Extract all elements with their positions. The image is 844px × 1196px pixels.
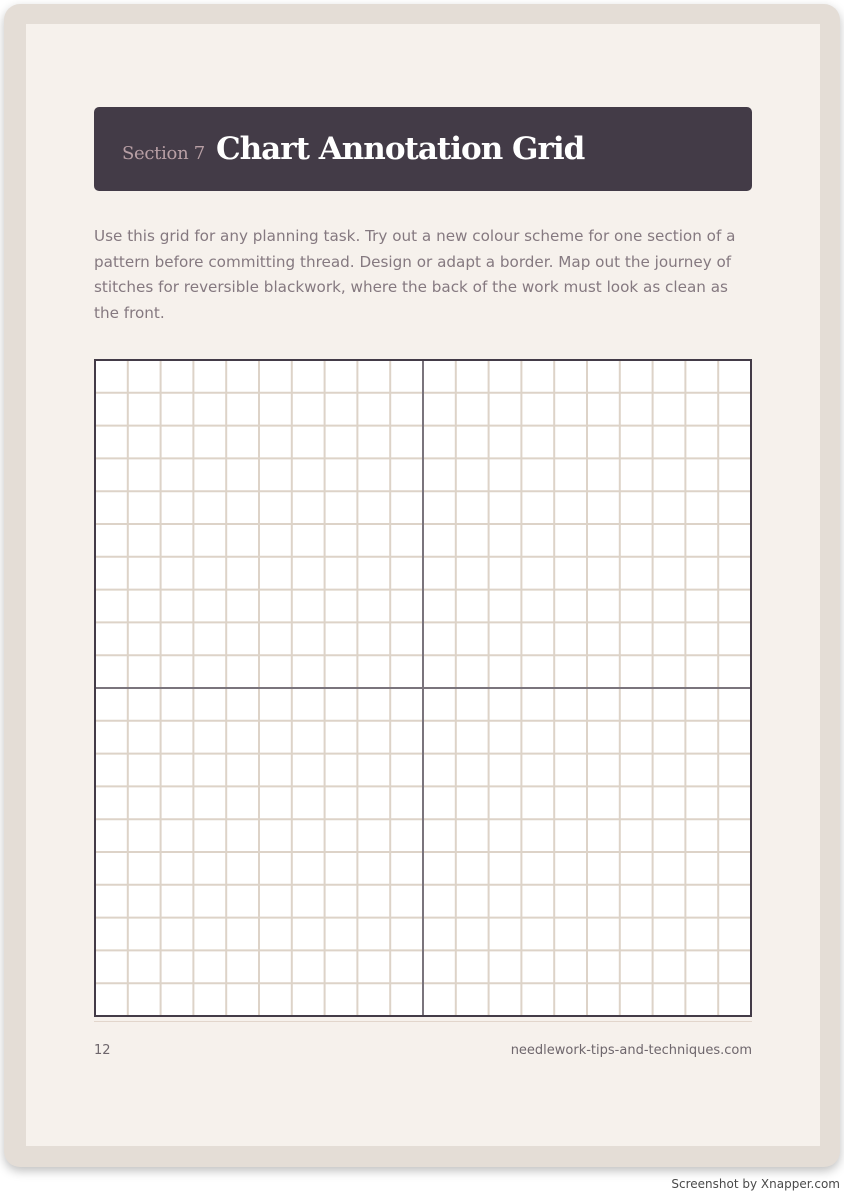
screenshot-watermark: Screenshot by Xnapper.com <box>671 1177 840 1191</box>
intro-paragraph: Use this grid for any planning task. Try out a new colour scheme for one section of a pattern before committing thread. Design or adapt a border. Map out the journey of stitches for reversible blackwork, where the back of the work must look as clean as the front. <box>94 227 736 323</box>
footer-site-url: needlework-tips-and-techniques.com <box>510 1043 752 1058</box>
page-title: Chart Annotation Grid <box>215 131 585 167</box>
annotation-grid <box>94 359 752 1017</box>
section-header <box>94 107 752 191</box>
section-label: Section 7 <box>122 142 205 164</box>
footer-divider <box>94 1021 752 1022</box>
page-number: 12 <box>94 1043 111 1058</box>
annotation-grid-svg <box>94 359 752 1017</box>
